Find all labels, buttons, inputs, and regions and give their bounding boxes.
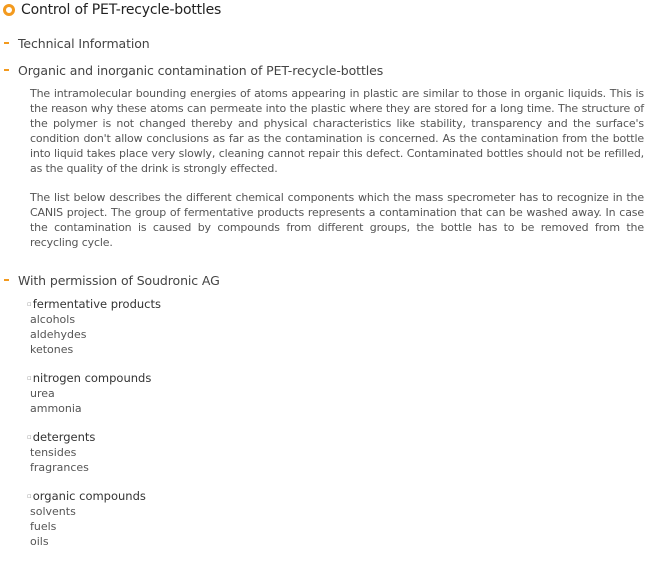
list-item: ammonia: [30, 402, 82, 415]
section-label: Technical Information: [18, 35, 150, 51]
section-permission: [4, 272, 220, 288]
dash-icon: [4, 42, 9, 44]
group-fermentative-products: [27, 297, 327, 357]
list-item: tensides: [30, 446, 77, 459]
group-nitrogen-compounds: [27, 371, 327, 416]
list-item: urea: [30, 387, 55, 400]
group-name: nitrogen compounds: [32, 371, 152, 385]
group-head: [27, 371, 327, 386]
group-detergents: [27, 430, 327, 475]
section-technical-information: [4, 35, 150, 51]
bullet-icon: ▫: [27, 433, 32, 441]
group-name: organic compounds: [32, 489, 146, 503]
list-item: oils: [30, 535, 49, 548]
dash-icon: [4, 279, 9, 281]
paragraph-component-list: The list below describes the different chemical components which the mass specrometer has to recognize in the CANIS project. The group of fermentative products represents a contamination that can be washed away. In case the contamination is caused by compounds from different groups, the bottle has to be removed from the recycling cycle.: [30, 191, 644, 249]
list-item: fragrances: [30, 461, 89, 474]
list-item: fuels: [30, 520, 57, 533]
group-name: fermentative products: [32, 297, 161, 311]
section-contamination: [4, 62, 383, 78]
dash-icon: [4, 69, 9, 71]
group-name: detergents: [32, 430, 96, 444]
group-organic-compounds: [27, 489, 327, 549]
page-header: [3, 1, 221, 19]
bullet-icon: ▫: [27, 492, 32, 500]
list-item: alcohols: [30, 313, 76, 326]
component-groups: [27, 297, 327, 563]
section-label: Organic and inorganic contamination of PET-recycle-bottles: [18, 62, 384, 78]
group-head: [27, 489, 327, 504]
paragraph-bounding-energies: The intramolecular bounding energies of atoms appearing in plastic are similar to those in organic liquids. This is the reason why these atoms can permeate into the plastic where they are stored for a long time. The structure of the polymer is not changed thereby and physical characteristics like stability, transparency and the surface's condition don't allow conclusions as far as the contamination is concerned. As the contamination from the bottle into liquid takes place very slowly, cleaning cannot repair this defect. Contaminated bottles should not be refilled, as the quality of the drink is strongly effected.: [30, 87, 644, 175]
group-head: [27, 297, 327, 312]
bullet-icon: ▫: [27, 374, 32, 382]
group-head: [27, 430, 327, 445]
list-item: solvents: [30, 505, 76, 518]
bullet-icon: ▫: [27, 300, 32, 308]
section-label: With permission of Soudronic AG: [18, 272, 220, 288]
list-item: aldehydes: [30, 328, 87, 341]
page-title: Control of PET-recycle-bottles: [21, 2, 222, 18]
ring-icon: [3, 4, 15, 16]
list-item: ketones: [30, 343, 74, 356]
